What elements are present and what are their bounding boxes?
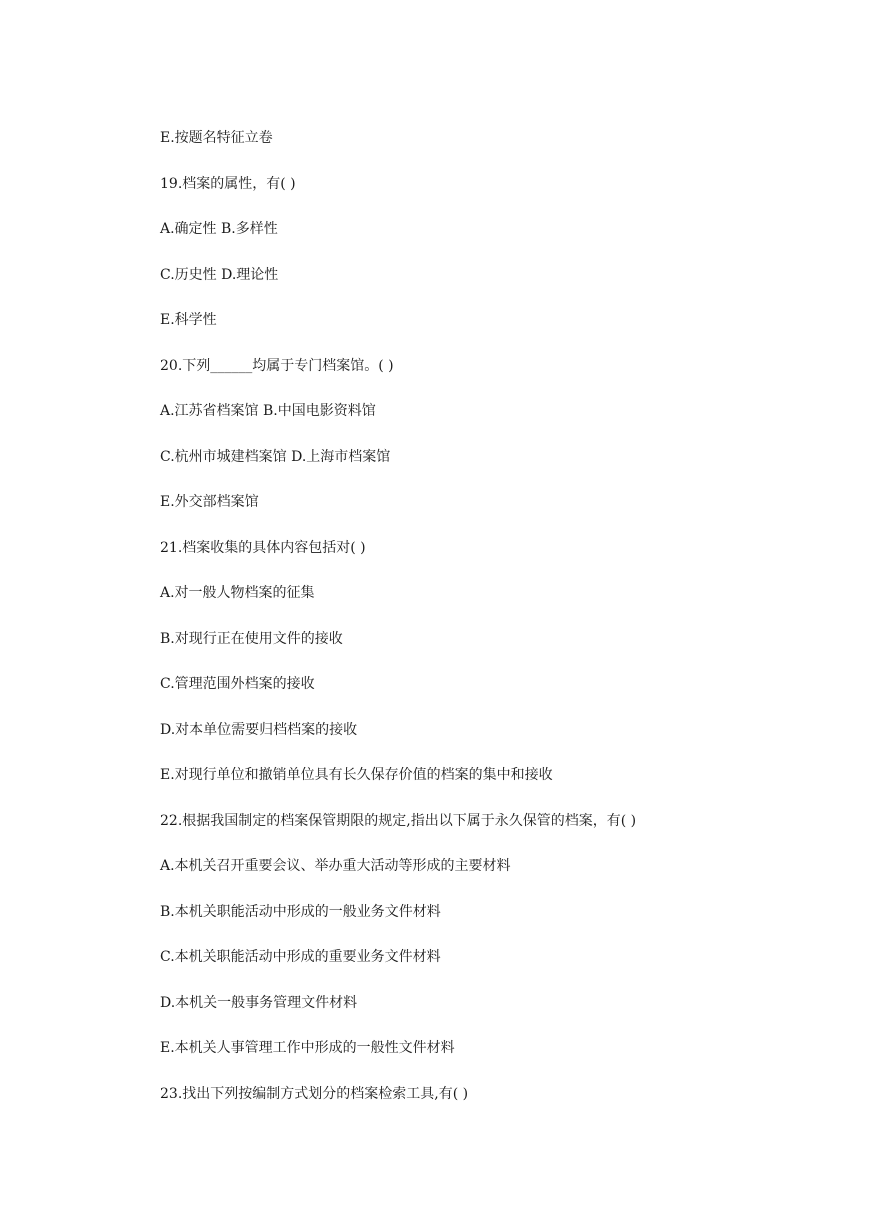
option-22a: A.本机关召开重要会议、举办重大活动等形成的主要材料 — [160, 858, 511, 874]
option-22c: C.本机关职能活动中形成的重要业务文件材料 — [160, 949, 441, 965]
option-21d: D.对本单位需要归档档案的接收 — [160, 721, 358, 738]
options-19-ab: A.确定性 B.多样性 — [160, 221, 278, 237]
options-19-cd: C.历史性 D.理论性 — [160, 266, 279, 283]
option-20e: E.外交部档案馆 — [160, 494, 259, 510]
options-20-ab: A.江苏省档案馆 B.中国电影资料馆 — [160, 403, 376, 419]
option-21e: E.对现行单位和撤销单位具有长久保存价值的档案的集中和接收 — [160, 767, 553, 783]
options-20-cd: C.杭州市城建档案馆 D.上海市档案馆 — [160, 448, 391, 465]
option-21a: A.对一般人物档案的征集 — [160, 585, 315, 601]
question-23: 23.找出下列按编制方式划分的档案检索工具,有( ) — [160, 1085, 469, 1102]
question-21: 21.档案收集的具体内容包括对( ) — [160, 539, 366, 556]
option-22e: E.本机关人事管理工作中形成的一般性文件材料 — [160, 1040, 455, 1056]
option-18e: E.按题名特征立卷 — [160, 130, 273, 146]
option-19e: E.科学性 — [160, 312, 217, 328]
option-21b: B.对现行正在使用文件的接收 — [160, 630, 343, 647]
option-22b: B.本机关职能活动中形成的一般业务文件材料 — [160, 903, 441, 920]
question-19: 19.档案的属性，有( ) — [160, 175, 296, 192]
question-list — [160, 127, 840, 1128]
option-21c: C.管理范围外档案的接收 — [160, 676, 315, 692]
option-22d: D.本机关一般事务管理文件材料 — [160, 994, 358, 1011]
question-20: 20.下列______均属于专门档案馆。( ) — [160, 357, 394, 374]
question-22: 22.根据我国制定的档案保管期限的规定,指出以下属于永久保管的档案，有( ) — [160, 812, 637, 829]
